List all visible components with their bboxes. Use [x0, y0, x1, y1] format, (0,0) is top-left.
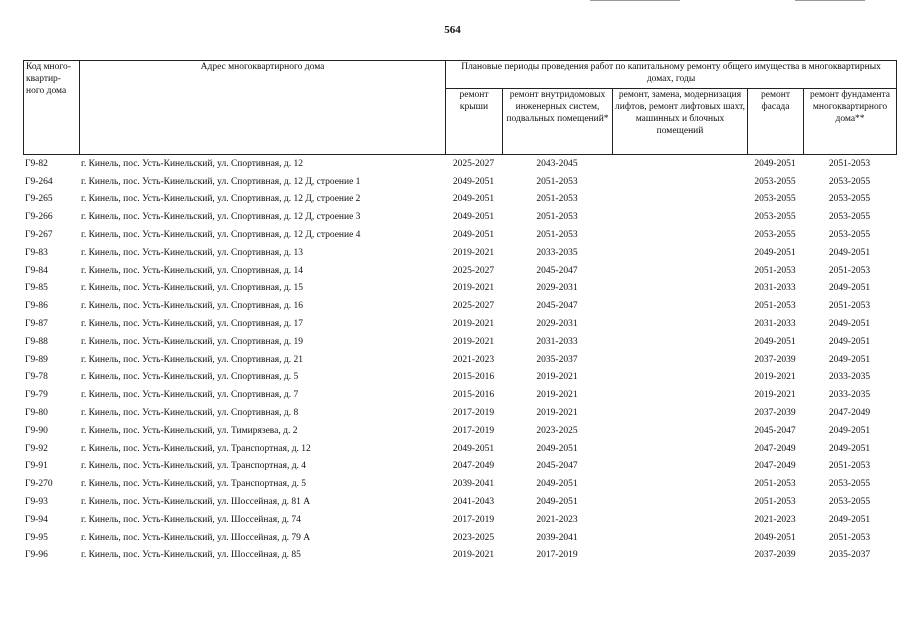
cell-address: г. Кинель, пос. Усть-Кинельский, ул. Шоссейная, д. 79 А: [81, 532, 311, 543]
cell-address: г. Кинель, пос. Усть-Кинельский, ул. Транспортная, д. 12: [81, 443, 311, 454]
cell-engineering: 2043-2045: [536, 158, 578, 169]
cell-elevators: [612, 511, 747, 529]
cell-elevators: [612, 244, 747, 262]
cell-foundation: 2049-2051: [828, 354, 871, 365]
cell-elevators: [612, 422, 747, 440]
cell-engineering: 2051-2053: [536, 176, 578, 187]
table-row: [23, 422, 896, 440]
cell-facade: 2053-2055: [754, 230, 796, 241]
cell-engineering: 2029-2031: [536, 283, 578, 294]
cell-roof: 2019-2021: [452, 247, 495, 258]
cell-facade: 2037-2039: [754, 550, 796, 561]
cell-engineering: 2019-2021: [536, 408, 578, 419]
cell-foundation: 2053-2055: [828, 176, 871, 187]
cell-elevators: [612, 547, 747, 565]
cell-engineering: 2049-2051: [536, 443, 578, 454]
cell-elevators: [612, 493, 747, 511]
cell-engineering: 2017-2019: [536, 550, 578, 561]
cell-foundation: 2049-2051: [828, 319, 871, 330]
cell-roof: 2049-2051: [452, 212, 495, 223]
cell-address: г. Кинель, пос. Усть-Кинельский, ул. Спортивная, д. 12 Д, строение 2: [81, 194, 361, 205]
table-row: [23, 173, 896, 191]
cell-facade: 2053-2055: [754, 194, 796, 205]
cell-address: г. Кинель, пос. Усть-Кинельский, ул. Спортивная, д. 7: [81, 390, 299, 401]
header-elevators: ремонт, замена, модернизация лифтов, ремонт лифтовых шахт, машинных и блочных помещений: [613, 89, 748, 155]
cell-facade: 2053-2055: [754, 212, 796, 223]
cell-elevators: [612, 208, 747, 226]
cell-engineering: 2019-2021: [536, 390, 578, 401]
cell-roof: 2025-2027: [452, 301, 495, 312]
cell-code: Г9-92: [25, 443, 48, 454]
table-row: [23, 262, 896, 280]
cell-elevators: [612, 351, 747, 369]
table-row: [23, 493, 896, 511]
cell-address: г. Кинель, пос. Усть-Кинельский, ул. Шоссейная, д. 81 А: [81, 497, 311, 508]
cell-code: Г9-86: [25, 301, 48, 312]
cell-address: г. Кинель, пос. Усть-Кинельский, ул. Спортивная, д. 19: [81, 336, 303, 347]
cell-code: Г9-265: [25, 194, 53, 205]
cell-code: Г9-84: [25, 265, 48, 276]
cell-roof: 2023-2025: [452, 532, 495, 543]
cell-facade: 2051-2053: [754, 479, 796, 490]
table-row: [23, 440, 896, 458]
cell-facade: 2051-2053: [754, 497, 796, 508]
cell-elevators: [612, 280, 747, 298]
cell-foundation: 2049-2051: [828, 336, 871, 347]
cell-address: г. Кинель, пос. Усть-Кинельский, ул. Спортивная, д. 17: [81, 319, 303, 330]
cell-elevators: [612, 458, 747, 476]
cell-facade: 2049-2051: [754, 336, 796, 347]
table-body: [23, 155, 896, 564]
cell-foundation: 2035-2037: [828, 550, 871, 561]
cell-roof: 2019-2021: [452, 283, 495, 294]
cell-code: Г9-91: [25, 461, 48, 472]
cell-address: г. Кинель, пос. Усть-Кинельский, ул. Транспортная, д. 5: [81, 479, 307, 490]
table-row: [23, 297, 896, 315]
cell-elevators: [612, 333, 747, 351]
cell-foundation: 2033-2035: [828, 390, 871, 401]
table-row: [23, 404, 896, 422]
header-foundation: ремонт фундамента многоквартирного дома**: [804, 89, 897, 155]
cell-facade: 2019-2021: [754, 390, 796, 401]
cell-code: Г9-83: [25, 247, 48, 258]
table-row: [23, 244, 896, 262]
cell-code: Г9-82: [25, 158, 48, 169]
cell-roof: 2047-2049: [452, 461, 495, 472]
cell-roof: 2021-2023: [452, 354, 495, 365]
cell-elevators: [612, 226, 747, 244]
cell-elevators: [612, 191, 747, 209]
cell-elevators: [612, 369, 747, 387]
cell-facade: 2045-2047: [754, 425, 796, 436]
table-row: [23, 208, 896, 226]
cell-foundation: 2049-2051: [828, 514, 871, 525]
cell-engineering: 2031-2033: [536, 336, 578, 347]
cell-facade: 2037-2039: [754, 408, 796, 419]
cell-address: г. Кинель, пос. Усть-Кинельский, ул. Спортивная, д. 14: [81, 265, 303, 276]
cell-code: Г9-93: [25, 497, 48, 508]
cell-code: Г9-90: [25, 425, 48, 436]
cell-roof: 2019-2021: [452, 336, 495, 347]
cell-code: Г9-88: [25, 336, 48, 347]
cell-engineering: 2051-2053: [536, 212, 578, 223]
cell-engineering: 2035-2037: [536, 354, 578, 365]
cell-address: г. Кинель, пос. Усть-Кинельский, ул. Тимирязева, д. 2: [81, 425, 298, 436]
cell-facade: 2051-2053: [754, 265, 796, 276]
table-row: [23, 529, 896, 547]
cell-facade: 2021-2023: [754, 514, 796, 525]
cell-roof: 2019-2021: [452, 550, 495, 561]
cell-engineering: 2045-2047: [536, 301, 578, 312]
cell-engineering: 2023-2025: [536, 425, 578, 436]
cell-foundation: 2053-2055: [828, 212, 871, 223]
cell-foundation: 2051-2053: [828, 265, 871, 276]
cell-engineering: 2045-2047: [536, 461, 578, 472]
cell-code: Г9-267: [25, 230, 53, 241]
cell-code: Г9-94: [25, 514, 48, 525]
table-row: [23, 511, 896, 529]
cell-foundation: 2053-2055: [828, 230, 871, 241]
table-row: [23, 280, 896, 298]
cell-foundation: 2047-2049: [828, 408, 871, 419]
cell-facade: 2049-2051: [754, 158, 796, 169]
header-facade: ремонт фасада: [748, 89, 804, 155]
cell-facade: 2047-2049: [754, 443, 796, 454]
cell-engineering: 2029-2031: [536, 319, 578, 330]
cell-elevators: [612, 297, 747, 315]
cell-address: г. Кинель, пос. Усть-Кинельский, ул. Спортивная, д. 12: [81, 158, 303, 169]
cell-address: г. Кинель, пос. Усть-Кинельский, ул. Спортивная, д. 15: [81, 283, 303, 294]
header-periods: Плановые периоды проведения работ по капитальному ремонту общего имущества в многоквартирных домах, годы: [446, 61, 897, 89]
table-row: [23, 351, 896, 369]
cell-address: г. Кинель, пос. Усть-Кинельский, ул. Спортивная, д. 13: [81, 247, 303, 258]
cell-code: Г9-95: [25, 532, 48, 543]
cell-roof: 2041-2043: [452, 497, 495, 508]
cell-elevators: [612, 155, 747, 173]
cell-engineering: 2019-2021: [536, 372, 578, 383]
cell-code: Г9-266: [25, 212, 53, 223]
table-row: [23, 458, 896, 476]
cell-engineering: 2021-2023: [536, 514, 578, 525]
cell-roof: 2017-2019: [452, 514, 495, 525]
cell-facade: 2049-2051: [754, 532, 796, 543]
cell-roof: 2025-2027: [452, 265, 495, 276]
cell-roof: 2049-2051: [452, 443, 495, 454]
cell-engineering: 2039-2041: [536, 532, 578, 543]
cell-engineering: 2049-2051: [536, 497, 578, 508]
cell-foundation: 2049-2051: [828, 443, 871, 454]
cell-roof: 2015-2016: [452, 390, 495, 401]
table-row: [23, 475, 896, 493]
top-edge-line-left: [590, 0, 680, 1]
cell-elevators: [612, 173, 747, 191]
cell-elevators: [612, 315, 747, 333]
cell-foundation: 2053-2055: [828, 194, 871, 205]
header-engineering: ремонт внутридомовых инженерных систем, подвальных помещений*: [503, 89, 613, 155]
top-edge-line-right: [795, 0, 865, 1]
cell-roof: 2039-2041: [452, 479, 495, 490]
cell-code: Г9-270: [25, 479, 53, 490]
cell-code: Г9-89: [25, 354, 48, 365]
cell-roof: 2019-2021: [452, 319, 495, 330]
cell-code: Г9-96: [25, 550, 48, 561]
cell-foundation: 2049-2051: [828, 247, 871, 258]
cell-address: г. Кинель, пос. Усть-Кинельский, ул. Спортивная, д. 5: [81, 372, 299, 383]
table-row: [23, 386, 896, 404]
cell-elevators: [612, 404, 747, 422]
cell-address: г. Кинель, пос. Усть-Кинельский, ул. Спортивная, д. 12 Д, строение 4: [81, 230, 361, 241]
cell-roof: 2025-2027: [452, 158, 495, 169]
cell-engineering: 2049-2051: [536, 479, 578, 490]
cell-code: Г9-78: [25, 372, 48, 383]
cell-facade: 2037-2039: [754, 354, 796, 365]
cell-foundation: 2051-2053: [828, 158, 871, 169]
cell-foundation: 2049-2051: [828, 283, 871, 294]
cell-code: Г9-87: [25, 319, 48, 330]
cell-foundation: 2051-2053: [828, 301, 871, 312]
table-row: [23, 333, 896, 351]
cell-elevators: [612, 386, 747, 404]
cell-roof: 2017-2019: [452, 408, 495, 419]
cell-address: г. Кинель, пос. Усть-Кинельский, ул. Спортивная, д. 12 Д, строение 1: [81, 176, 361, 187]
table-row: [23, 315, 896, 333]
cell-foundation: 2049-2051: [828, 425, 871, 436]
cell-roof: 2049-2051: [452, 230, 495, 241]
cell-foundation: 2051-2053: [828, 461, 871, 472]
cell-facade: 2051-2053: [754, 301, 796, 312]
cell-elevators: [612, 529, 747, 547]
table-row: [23, 191, 896, 209]
cell-address: г. Кинель, пос. Усть-Кинельский, ул. Спортивная, д. 12 Д, строение 3: [81, 212, 361, 223]
cell-engineering: 2051-2053: [536, 230, 578, 241]
cell-address: г. Кинель, пос. Усть-Кинельский, ул. Спортивная, д. 21: [81, 354, 303, 365]
cell-facade: 2019-2021: [754, 372, 796, 383]
cell-foundation: 2053-2055: [828, 479, 871, 490]
cell-code: Г9-79: [25, 390, 48, 401]
cell-engineering: 2045-2047: [536, 265, 578, 276]
cell-address: г. Кинель, пос. Усть-Кинельский, ул. Спортивная, д. 16: [81, 301, 303, 312]
header-roof: ремонт крыши: [446, 89, 503, 155]
header-code: Код много-квартир-ного дома: [24, 61, 80, 155]
cell-foundation: 2033-2035: [828, 372, 871, 383]
cell-code: Г9-85: [25, 283, 48, 294]
cell-foundation: 2051-2053: [828, 532, 871, 543]
cell-address: г. Кинель, пос. Усть-Кинельский, ул. Транспортная, д. 4: [81, 461, 307, 472]
cell-elevators: [612, 440, 747, 458]
header-address: Адрес многоквартирного дома: [80, 61, 446, 155]
cell-engineering: 2051-2053: [536, 194, 578, 205]
cell-engineering: 2033-2035: [536, 247, 578, 258]
cell-facade: 2031-2033: [754, 283, 796, 294]
cell-facade: 2053-2055: [754, 176, 796, 187]
page-number: 564: [444, 24, 461, 36]
cell-roof: 2015-2016: [452, 372, 495, 383]
cell-facade: 2047-2049: [754, 461, 796, 472]
cell-roof: 2049-2051: [452, 194, 495, 205]
cell-code: Г9-264: [25, 176, 53, 187]
cell-roof: 2049-2051: [452, 176, 495, 187]
cell-facade: 2049-2051: [754, 247, 796, 258]
cell-foundation: 2053-2055: [828, 497, 871, 508]
table-row: [23, 369, 896, 387]
cell-elevators: [612, 475, 747, 493]
table-row: [23, 226, 896, 244]
cell-address: г. Кинель, пос. Усть-Кинельский, ул. Спортивная, д. 8: [81, 408, 299, 419]
cell-code: Г9-80: [25, 408, 48, 419]
table-row: [23, 547, 896, 565]
cell-address: г. Кинель, пос. Усть-Кинельский, ул. Шоссейная, д. 74: [81, 514, 301, 525]
cell-address: г. Кинель, пос. Усть-Кинельский, ул. Шоссейная, д. 85: [81, 550, 301, 561]
cell-elevators: [612, 262, 747, 280]
table-header: [23, 60, 897, 155]
cell-roof: 2017-2019: [452, 425, 495, 436]
cell-facade: 2031-2033: [754, 319, 796, 330]
table-row: [23, 155, 896, 173]
